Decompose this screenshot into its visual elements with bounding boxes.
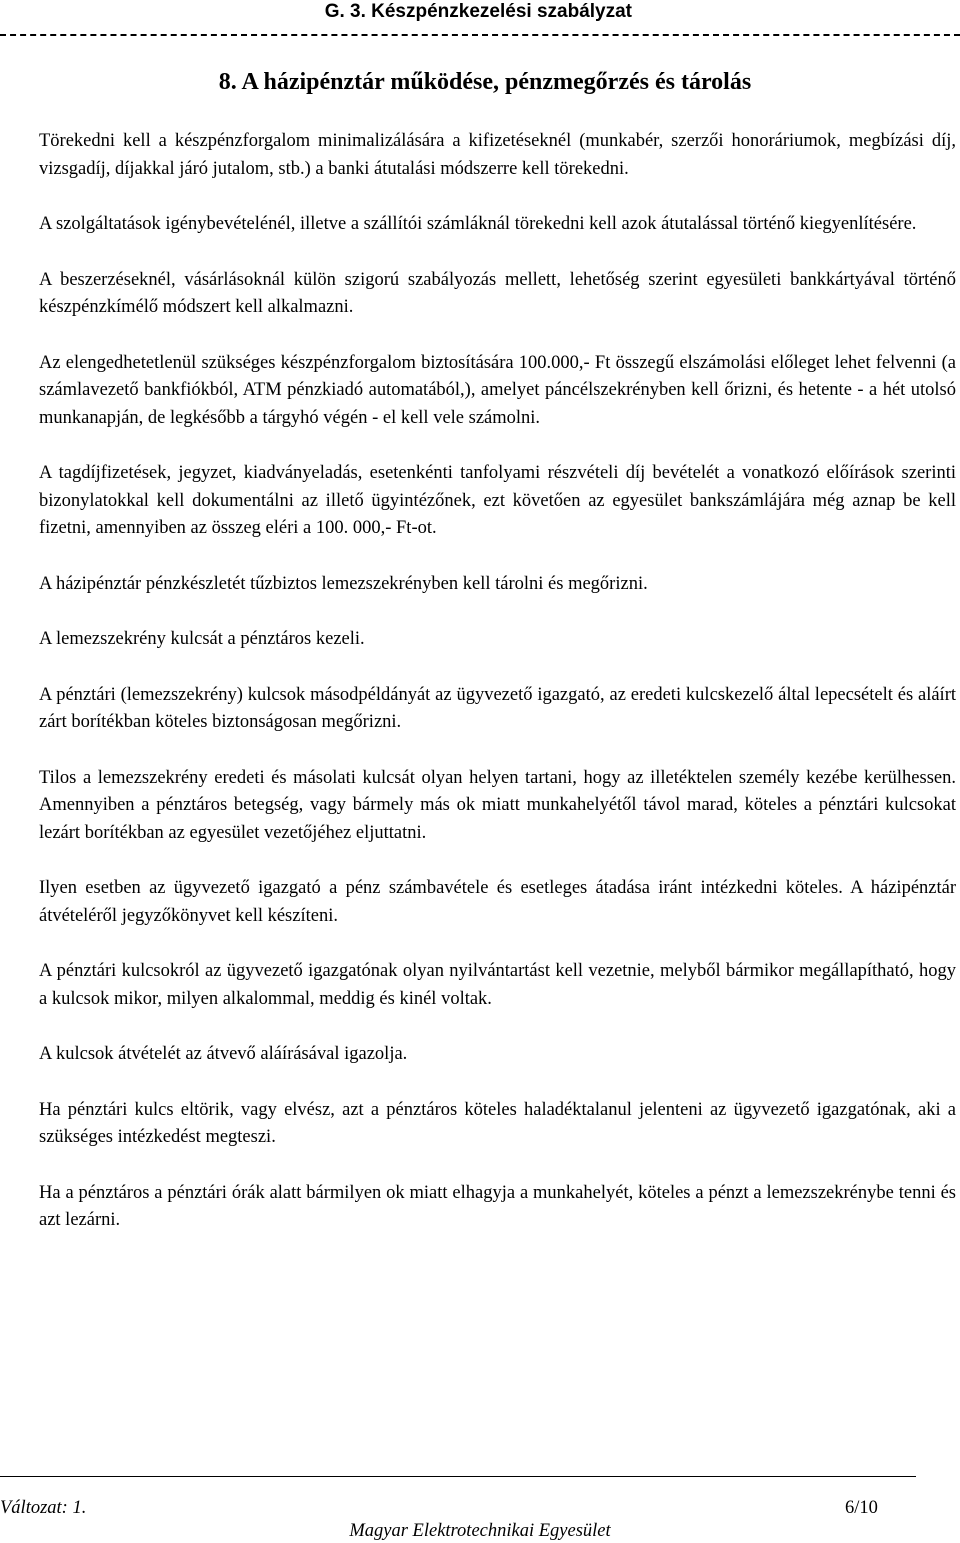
paragraph-membership-fees: A tagdíjfizetések, jegyzet, kiadványeladás, esetenkénti tanfolyami részvételi díj bevételét a vonatkozó előírások szerinti bizonylatokkal kell dokumentálni az illető ügyintézőnek, ezt követően az egyesület bankszámlájára még aznap be kell fizetni, amennyiben az összeg eléri a 100. 000,- Ft-ot. (39, 463, 956, 538)
paragraph-key-holder: A lemezszekrény kulcsát a pénztáros kezeli. (39, 629, 365, 649)
footer-version: Változat: 1. (0, 1498, 87, 1518)
paragraph-leaving-workplace: Ha a pénztáros a pénztári órák alatt bármilyen ok miatt elhagyja a munkahelyét, köteles a pénzt a lemezszekrénybe tenni és azt lezárni. (39, 1182, 956, 1230)
paragraph-key-register: A pénztári kulcsokról az ügyvezető igazgatónak olyan nyilvántartást kell vezetnie, melyből bármikor megállapítható, hogy a kulcsok mikor, milyen alkalommal, meddig és kinél voltak. (39, 961, 956, 1009)
running-header (0, 0, 960, 50)
paragraph-duplicate-keys: A pénztári (lemezszekrény) kulcsok másodpéldányát az ügyvezető igazgató, az eredeti kulcskezelő által lepecsételt és aláírt zárt borítékban köteles biztonságosan megőrizni. (39, 684, 956, 732)
footer-rule (0, 1476, 916, 1477)
paragraph-handover: Ilyen esetben az ügyvezető igazgató a pénz számbavétele és esetleges átadása iránt intézkedni köteles. A házipénztár átvételéről jegyzőkönyvet kell készíteni. (39, 878, 956, 926)
footer-page-number: 6/10 (845, 1498, 878, 1518)
paragraph-cash-advance: Az elengedhetetlenül szükséges készpénzforgalom biztosítására 100.000,- Ft összegű elszámolási előleget lehet felvenni (a számlavezető bankfiókból, ATM pénzkiadó automatából,), amelyet páncélszekrényben kell őrizni, és hetente - a hét utolsó munkanapján, de legkésőbb a tárgyhó végén - el kell vele számolni. (39, 352, 956, 428)
paragraph-services-transfer: A szolgáltatások igénybevételénél, illetve a szállítói számláknál törekedni kell azok átutalással történő kiegyenlítésére. (39, 214, 917, 234)
header-dashed-rule (0, 34, 960, 36)
paragraph-broken-key: Ha pénztári kulcs eltörik, vagy elvész, azt a pénztáros köteles haladéktalanul jelenteni az ügyvezető igazgatónak, aki a szükséges intézkedést megteszi. (39, 1099, 956, 1147)
paragraph-bank-card: A beszerzéseknél, vásárlásoknál külön szigorú szabályozás mellett, lehetőség szerint egyesületi bankkártyával történő készpénzkímélő módszert kell alkalmazni. (39, 269, 956, 317)
paragraph-key-receipt: A kulcsok átvételét az átvevő aláírásával igazolja. (39, 1044, 408, 1064)
paragraph-key-safekeeping: Tilos a lemezszekrény eredeti és másolati kulcsát olyan helyen tartani, hogy az illetéktelen személy kezébe kerülhessen. Amennyiben a pénztáros betegség, vagy bármely más ok miatt munkahelyétől távol marad, köteles a pénztári kulcsokat lezárt borítékban az egyesület vezetőjéhez eljuttatni. (39, 767, 956, 843)
footer-organization: Magyar Elektrotechnikai Egyesület (349, 1521, 611, 1541)
paragraph-cash-minimization: Törekedni kell a készpénzforgalom minimalizálására a kifizetéseknél (munkabér, szerzői honoráriumok, megbízási díj, vizsgadíj, díjakkal járó jutalom, stb.) a banki átutalási módszerre kell törekedni. (39, 131, 956, 179)
paragraph-fireproof-storage: A házipénztár pénzkészletét tűzbiztos lemezszekrényben kell tárolni és megőrizni. (39, 573, 648, 594)
document-body (39, 128, 956, 1235)
section-title: 8. A házipénztár működése, pénzmegőrzés és tárolás (218, 69, 752, 95)
running-header-title: G. 3. Készpénzkezelési szabályzat (324, 1, 632, 22)
